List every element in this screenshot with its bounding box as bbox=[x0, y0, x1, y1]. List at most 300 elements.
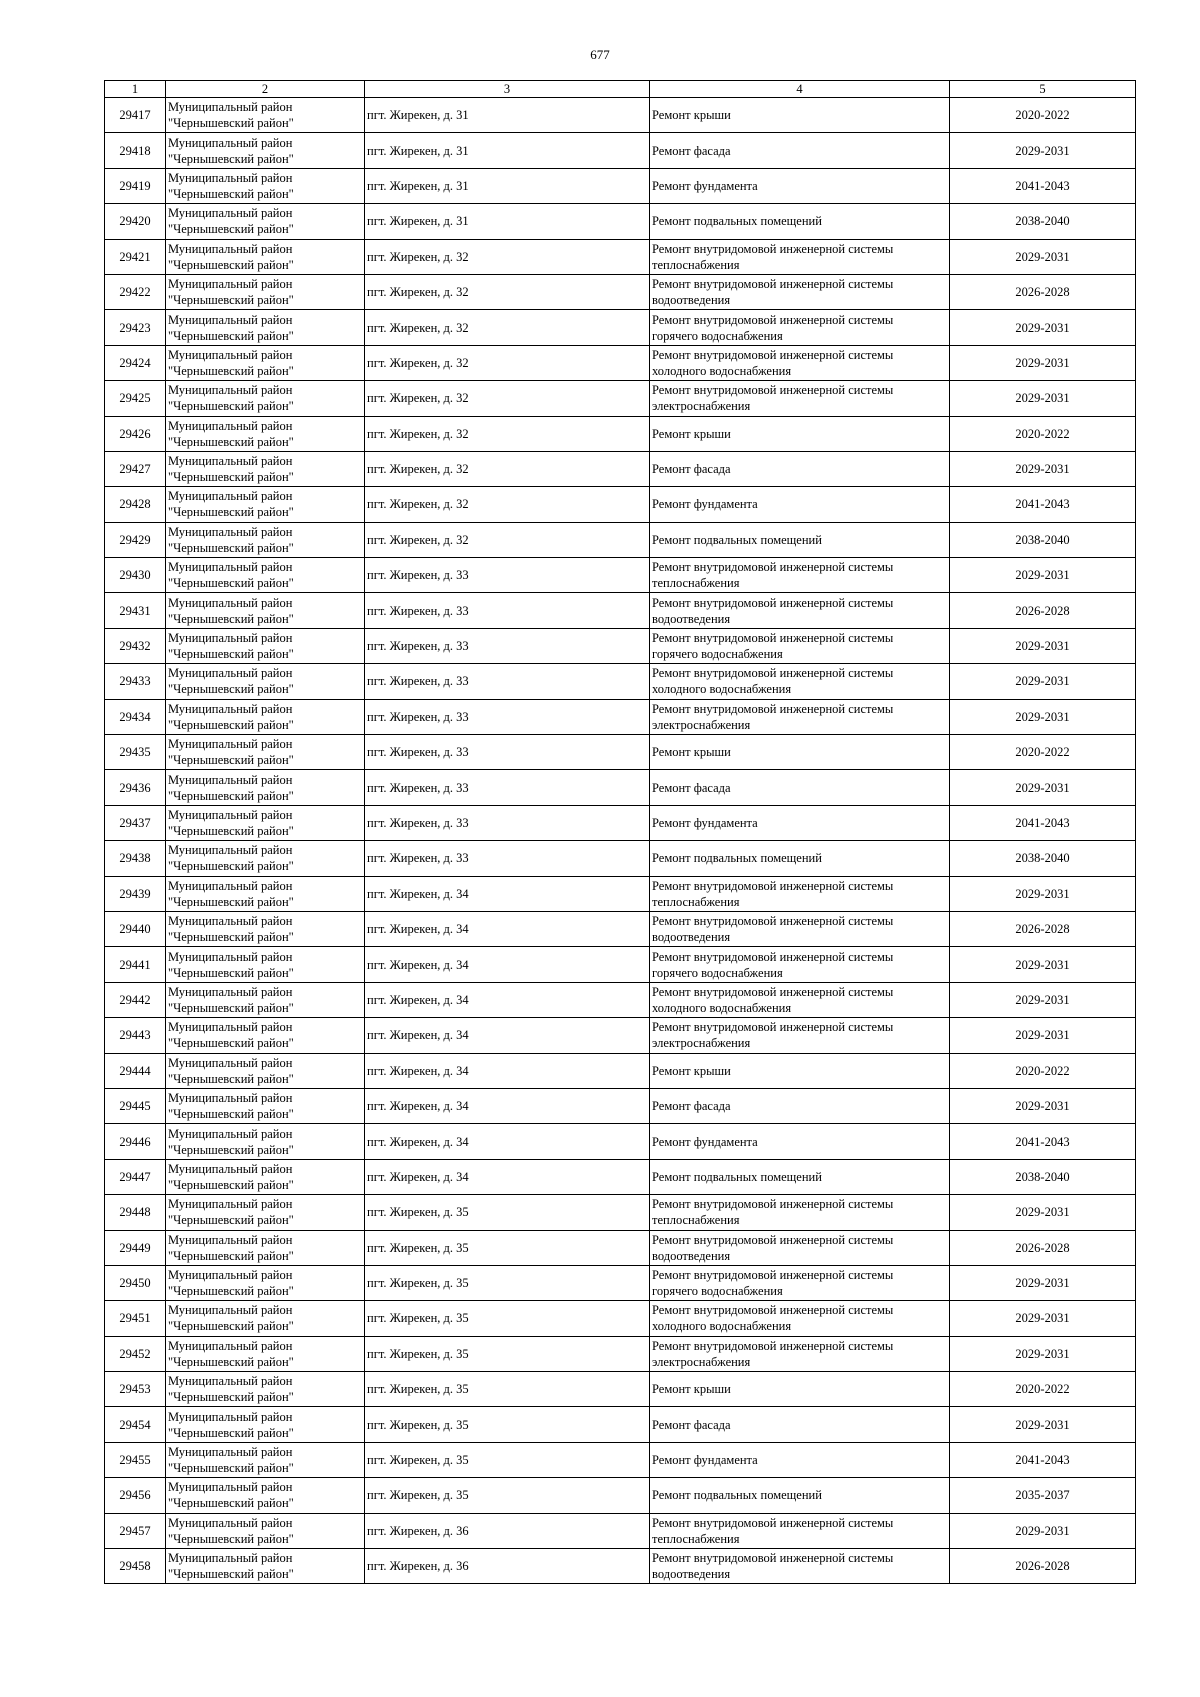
district-line: "Чернышевский район" bbox=[168, 788, 294, 803]
work-type-line: Ремонт фундамента bbox=[652, 1134, 758, 1149]
table-row bbox=[105, 168, 1136, 203]
work-type-line: горячего водоснабжения bbox=[652, 647, 783, 662]
table-row bbox=[105, 98, 1136, 133]
district-line: "Чернышевский район" bbox=[168, 151, 294, 166]
row-number: 29448 bbox=[105, 1195, 166, 1230]
work-type-line: Ремонт внутридомовой инженерной системы bbox=[652, 949, 894, 964]
work-type-line: Ремонт внутридомовой инженерной системы bbox=[652, 595, 894, 610]
work-type-line: Ремонт внутридомовой инженерной системы bbox=[652, 560, 894, 575]
district-line: "Чернышевский район" bbox=[168, 894, 294, 909]
district-cell bbox=[166, 1053, 365, 1088]
district-line: Муниципальный район bbox=[168, 1197, 293, 1212]
district-line: "Чернышевский район" bbox=[168, 540, 294, 555]
row-number: 29438 bbox=[105, 841, 166, 876]
work-type-line: горячего водоснабжения bbox=[652, 1284, 783, 1299]
table-row bbox=[105, 1265, 1136, 1300]
district-line: Муниципальный район bbox=[168, 772, 293, 787]
table-row bbox=[105, 310, 1136, 345]
address-cell: пгт. Жирекен, д. 32 bbox=[365, 239, 650, 274]
district-line: Муниципальный район bbox=[168, 1161, 293, 1176]
district-cell bbox=[166, 1088, 365, 1123]
work-type-line: Ремонт внутридомовой инженерной системы bbox=[652, 984, 894, 999]
work-type-line: Ремонт фундамента bbox=[652, 816, 758, 830]
table-row bbox=[105, 841, 1136, 876]
table-row bbox=[105, 1124, 1136, 1159]
work-type-cell bbox=[650, 522, 950, 557]
period-cell: 2029-2031 bbox=[950, 1301, 1136, 1336]
row-number: 29432 bbox=[105, 628, 166, 663]
table-row bbox=[105, 1230, 1136, 1265]
period-cell: 2029-2031 bbox=[950, 1195, 1136, 1230]
district-line: "Чернышевский район" bbox=[168, 1390, 294, 1405]
table-row bbox=[105, 558, 1136, 593]
table-row bbox=[105, 1018, 1136, 1053]
district-line: Муниципальный район bbox=[168, 949, 293, 964]
work-type-line: теплоснабжения bbox=[652, 894, 740, 909]
row-number: 29430 bbox=[105, 558, 166, 593]
row-number: 29456 bbox=[105, 1478, 166, 1513]
work-type-line: Ремонт фундамента bbox=[652, 1453, 758, 1468]
row-number: 29454 bbox=[105, 1407, 166, 1442]
work-type-cell bbox=[650, 1053, 950, 1088]
address-cell: пгт. Жирекен, д. 33 bbox=[365, 664, 650, 699]
column-header-4: 4 bbox=[650, 81, 950, 98]
period-cell: 2038-2040 bbox=[950, 204, 1136, 239]
address-cell: пгт. Жирекен, д. 31 bbox=[365, 204, 650, 239]
district-line: "Чернышевский район" bbox=[168, 1425, 294, 1440]
period-cell: 2029-2031 bbox=[950, 558, 1136, 593]
table-row bbox=[105, 345, 1136, 380]
work-type-line: водоотведения bbox=[652, 1567, 731, 1582]
district-line: Муниципальный район bbox=[168, 1374, 293, 1389]
work-type-line: Ремонт внутридомовой инженерной системы bbox=[652, 1551, 894, 1566]
work-type-line: электроснабжения bbox=[652, 717, 751, 732]
district-cell bbox=[166, 947, 365, 982]
district-line: "Чернышевский район" bbox=[168, 186, 294, 201]
work-type-line: Ремонт внутридомовой инженерной системы bbox=[652, 878, 894, 893]
row-number: 29451 bbox=[105, 1301, 166, 1336]
period-cell: 2020-2022 bbox=[950, 416, 1136, 451]
column-header-5: 5 bbox=[950, 81, 1136, 98]
row-number: 29445 bbox=[105, 1088, 166, 1123]
table-row bbox=[105, 1407, 1136, 1442]
table-row bbox=[105, 1053, 1136, 1088]
district-line: Муниципальный район bbox=[168, 808, 293, 822]
district-line: "Чернышевский район" bbox=[168, 647, 294, 662]
address-cell: пгт. Жирекен, д. 34 bbox=[365, 1053, 650, 1088]
table-row bbox=[105, 628, 1136, 663]
district-line: Муниципальный район bbox=[168, 914, 293, 929]
work-type-line: Ремонт фасада bbox=[652, 1099, 731, 1114]
district-cell bbox=[166, 1265, 365, 1300]
period-cell: 2029-2031 bbox=[950, 1336, 1136, 1371]
row-number: 29420 bbox=[105, 204, 166, 239]
row-number: 29450 bbox=[105, 1265, 166, 1300]
work-type-cell bbox=[650, 1407, 950, 1442]
table-row bbox=[105, 1513, 1136, 1548]
table-row bbox=[105, 1478, 1136, 1513]
address-cell: пгт. Жирекен, д. 35 bbox=[365, 1372, 650, 1407]
address-cell: пгт. Жирекен, д. 35 bbox=[365, 1195, 650, 1230]
district-cell bbox=[166, 876, 365, 911]
row-number: 29444 bbox=[105, 1053, 166, 1088]
district-cell bbox=[166, 1159, 365, 1194]
district-line: "Чернышевский район" bbox=[168, 116, 294, 131]
row-number: 29457 bbox=[105, 1513, 166, 1548]
work-type-line: Ремонт внутридомовой инженерной системы bbox=[652, 1303, 894, 1318]
work-type-cell bbox=[650, 274, 950, 309]
district-cell bbox=[166, 310, 365, 345]
work-type-line: Ремонт внутридомовой инженерной системы bbox=[652, 1515, 894, 1530]
district-line: "Чернышевский район" bbox=[168, 328, 294, 343]
work-type-cell bbox=[650, 664, 950, 699]
work-type-cell bbox=[650, 1513, 950, 1548]
row-number: 29440 bbox=[105, 911, 166, 946]
address-cell: пгт. Жирекен, д. 32 bbox=[365, 451, 650, 486]
period-cell: 2026-2028 bbox=[950, 1549, 1136, 1584]
district-line: Муниципальный район bbox=[168, 595, 293, 610]
table-row bbox=[105, 1372, 1136, 1407]
period-cell: 2020-2022 bbox=[950, 98, 1136, 133]
work-type-line: Ремонт подвальных помещений bbox=[652, 1169, 822, 1184]
district-line: Муниципальный район bbox=[168, 1338, 293, 1353]
work-type-cell bbox=[650, 735, 950, 770]
address-cell: пгт. Жирекен, д. 36 bbox=[365, 1513, 650, 1548]
district-line: Муниципальный район bbox=[168, 1232, 293, 1247]
table-row bbox=[105, 416, 1136, 451]
address-cell: пгт. Жирекен, д. 32 bbox=[365, 310, 650, 345]
column-header-3: 3 bbox=[365, 81, 650, 98]
address-cell: пгт. Жирекен, д. 33 bbox=[365, 805, 650, 840]
table-row bbox=[105, 522, 1136, 557]
table-row bbox=[105, 770, 1136, 805]
work-type-line: теплоснабжения bbox=[652, 1531, 740, 1546]
period-cell: 2029-2031 bbox=[950, 947, 1136, 982]
row-number: 29449 bbox=[105, 1230, 166, 1265]
district-line: "Чернышевский район" bbox=[168, 859, 294, 874]
district-cell bbox=[166, 204, 365, 239]
district-line: Муниципальный район bbox=[168, 312, 293, 327]
address-cell: пгт. Жирекен, д. 32 bbox=[365, 416, 650, 451]
district-cell bbox=[166, 699, 365, 734]
district-line: "Чернышевский район" bbox=[168, 611, 294, 626]
period-cell: 2029-2031 bbox=[950, 1088, 1136, 1123]
work-type-line: Ремонт внутридомовой инженерной системы bbox=[652, 1020, 894, 1035]
work-type-line: холодного водоснабжения bbox=[652, 1319, 792, 1334]
row-number: 29428 bbox=[105, 487, 166, 522]
district-cell bbox=[166, 841, 365, 876]
work-type-cell bbox=[650, 770, 950, 805]
district-line: "Чернышевский район" bbox=[168, 434, 294, 449]
district-line: Муниципальный район bbox=[168, 666, 293, 681]
district-cell bbox=[166, 1407, 365, 1442]
work-type-line: Ремонт внутридомовой инженерной системы bbox=[652, 312, 894, 327]
period-cell: 2029-2031 bbox=[950, 628, 1136, 663]
district-cell bbox=[166, 168, 365, 203]
table-row bbox=[105, 911, 1136, 946]
row-number: 29423 bbox=[105, 310, 166, 345]
row-number: 29437 bbox=[105, 805, 166, 840]
row-number: 29418 bbox=[105, 133, 166, 168]
work-type-cell bbox=[650, 1230, 950, 1265]
address-cell: пгт. Жирекен, д. 35 bbox=[365, 1478, 650, 1513]
work-type-cell bbox=[650, 133, 950, 168]
row-number: 29425 bbox=[105, 381, 166, 416]
address-cell: пгт. Жирекен, д. 33 bbox=[365, 593, 650, 628]
period-cell: 2029-2031 bbox=[950, 1018, 1136, 1053]
table-row bbox=[105, 982, 1136, 1017]
district-cell bbox=[166, 1478, 365, 1513]
district-line: Муниципальный район bbox=[168, 1020, 293, 1035]
row-number: 29442 bbox=[105, 982, 166, 1017]
column-header-2: 2 bbox=[166, 81, 365, 98]
work-type-cell bbox=[650, 805, 950, 840]
district-line: Муниципальный район bbox=[168, 100, 293, 115]
district-line: "Чернышевский район" bbox=[168, 470, 294, 485]
page-number: 677 bbox=[590, 47, 610, 62]
district-line: "Чернышевский район" bbox=[168, 257, 294, 272]
table-row bbox=[105, 735, 1136, 770]
district-line: "Чернышевский район" bbox=[168, 717, 294, 732]
district-line: Муниципальный район bbox=[168, 1126, 293, 1141]
address-cell: пгт. Жирекен, д. 33 bbox=[365, 770, 650, 805]
address-cell: пгт. Жирекен, д. 32 bbox=[365, 381, 650, 416]
work-type-line: Ремонт подвальных помещений bbox=[652, 1488, 822, 1503]
address-cell: пгт. Жирекен, д. 31 bbox=[365, 133, 650, 168]
district-cell bbox=[166, 1442, 365, 1477]
work-type-line: Ремонт фасада bbox=[652, 462, 731, 477]
work-type-line: Ремонт внутридомовой инженерной системы bbox=[652, 1268, 894, 1283]
row-number: 29427 bbox=[105, 451, 166, 486]
period-cell: 2029-2031 bbox=[950, 664, 1136, 699]
district-cell bbox=[166, 982, 365, 1017]
period-cell: 2029-2031 bbox=[950, 451, 1136, 486]
district-line: Муниципальный район bbox=[168, 418, 293, 433]
district-cell bbox=[166, 911, 365, 946]
work-type-line: Ремонт крыши bbox=[652, 1382, 731, 1397]
work-type-cell bbox=[650, 345, 950, 380]
work-type-line: холодного водоснабжения bbox=[652, 363, 792, 378]
address-cell: пгт. Жирекен, д. 33 bbox=[365, 628, 650, 663]
work-type-line: Ремонт фасада bbox=[652, 143, 731, 158]
table-row bbox=[105, 451, 1136, 486]
table-row bbox=[105, 204, 1136, 239]
district-line: Муниципальный район bbox=[168, 631, 293, 646]
district-line: "Чернышевский район" bbox=[168, 363, 294, 378]
district-cell bbox=[166, 416, 365, 451]
district-line: "Чернышевский район" bbox=[168, 1177, 294, 1192]
district-line: "Чернышевский район" bbox=[168, 399, 294, 414]
district-cell bbox=[166, 1513, 365, 1548]
work-type-line: водоотведения bbox=[652, 611, 731, 626]
work-type-line: Ремонт фасада bbox=[652, 780, 731, 795]
district-line: "Чернышевский район" bbox=[168, 222, 294, 237]
address-cell: пгт. Жирекен, д. 31 bbox=[365, 98, 650, 133]
district-line: Муниципальный район bbox=[168, 135, 293, 150]
address-cell: пгт. Жирекен, д. 35 bbox=[365, 1230, 650, 1265]
address-cell: пгт. Жирекен, д. 34 bbox=[365, 947, 650, 982]
district-line: "Чернышевский район" bbox=[168, 1496, 294, 1511]
column-header-1: 1 bbox=[105, 81, 166, 98]
district-line: Муниципальный район bbox=[168, 170, 293, 185]
address-cell: пгт. Жирекен, д. 35 bbox=[365, 1265, 650, 1300]
district-line: Муниципальный район bbox=[168, 489, 293, 504]
district-line: Муниципальный район bbox=[168, 1091, 293, 1106]
address-cell: пгт. Жирекен, д. 33 bbox=[365, 841, 650, 876]
period-cell: 2026-2028 bbox=[950, 911, 1136, 946]
work-type-line: Ремонт подвальных помещений bbox=[652, 214, 822, 229]
work-type-line: горячего водоснабжения bbox=[652, 965, 783, 980]
period-cell: 2026-2028 bbox=[950, 274, 1136, 309]
address-cell: пгт. Жирекен, д. 34 bbox=[365, 876, 650, 911]
work-type-line: холодного водоснабжения bbox=[652, 682, 792, 697]
address-cell: пгт. Жирекен, д. 34 bbox=[365, 1159, 650, 1194]
address-cell: пгт. Жирекен, д. 32 bbox=[365, 487, 650, 522]
district-line: "Чернышевский район" bbox=[168, 1284, 294, 1299]
work-type-line: Ремонт внутридомовой инженерной системы bbox=[652, 701, 894, 716]
work-type-line: Ремонт крыши bbox=[652, 108, 731, 123]
work-type-line: Ремонт внутридомовой инженерной системы bbox=[652, 631, 894, 646]
district-cell bbox=[166, 1549, 365, 1584]
district-line: Муниципальный район bbox=[168, 1480, 293, 1495]
district-cell bbox=[166, 1336, 365, 1371]
work-type-line: теплоснабжения bbox=[652, 1213, 740, 1228]
period-cell: 2038-2040 bbox=[950, 522, 1136, 557]
work-type-line: Ремонт внутридомовой инженерной системы bbox=[652, 1232, 894, 1247]
period-cell: 2029-2031 bbox=[950, 770, 1136, 805]
row-number: 29446 bbox=[105, 1124, 166, 1159]
period-cell: 2029-2031 bbox=[950, 345, 1136, 380]
repair-schedule-table bbox=[104, 80, 1136, 1584]
row-number: 29458 bbox=[105, 1549, 166, 1584]
work-type-cell bbox=[650, 168, 950, 203]
district-line: "Чернышевский район" bbox=[168, 505, 294, 520]
district-line: Муниципальный район bbox=[168, 277, 293, 292]
district-line: Муниципальный район bbox=[168, 843, 293, 858]
district-line: "Чернышевский район" bbox=[168, 753, 294, 768]
table-row bbox=[105, 1336, 1136, 1371]
row-number: 29433 bbox=[105, 664, 166, 699]
district-line: Муниципальный район bbox=[168, 1303, 293, 1318]
work-type-line: Ремонт внутридомовой инженерной системы bbox=[652, 666, 894, 681]
period-cell: 2029-2031 bbox=[950, 1265, 1136, 1300]
address-cell: пгт. Жирекен, д. 35 bbox=[365, 1336, 650, 1371]
work-type-cell bbox=[650, 841, 950, 876]
table-row bbox=[105, 487, 1136, 522]
address-cell: пгт. Жирекен, д. 36 bbox=[365, 1549, 650, 1584]
district-line: "Чернышевский район" bbox=[168, 1036, 294, 1051]
table-row bbox=[105, 1301, 1136, 1336]
row-number: 29431 bbox=[105, 593, 166, 628]
work-type-line: теплоснабжения bbox=[652, 257, 740, 272]
work-type-cell bbox=[650, 1372, 950, 1407]
work-type-cell bbox=[650, 381, 950, 416]
address-cell: пгт. Жирекен, д. 34 bbox=[365, 1124, 650, 1159]
period-cell: 2038-2040 bbox=[950, 1159, 1136, 1194]
table-body bbox=[105, 98, 1136, 1584]
row-number: 29426 bbox=[105, 416, 166, 451]
district-cell bbox=[166, 1230, 365, 1265]
work-type-line: Ремонт внутридомовой инженерной системы bbox=[652, 277, 894, 292]
table-row bbox=[105, 876, 1136, 911]
district-line: Муниципальный район bbox=[168, 1515, 293, 1530]
work-type-line: электроснабжения bbox=[652, 1354, 751, 1369]
period-cell: 2029-2031 bbox=[950, 876, 1136, 911]
row-number: 29417 bbox=[105, 98, 166, 133]
work-type-cell bbox=[650, 310, 950, 345]
work-type-cell bbox=[650, 593, 950, 628]
district-line: "Чернышевский район" bbox=[168, 293, 294, 308]
district-cell bbox=[166, 522, 365, 557]
district-cell bbox=[166, 805, 365, 840]
work-type-line: Ремонт фасада bbox=[652, 1417, 731, 1432]
district-cell bbox=[166, 1372, 365, 1407]
work-type-cell bbox=[650, 451, 950, 486]
work-type-line: электроснабжения bbox=[652, 399, 751, 414]
work-type-cell bbox=[650, 1478, 950, 1513]
district-line: "Чернышевский район" bbox=[168, 930, 294, 945]
work-type-line: Ремонт фундамента bbox=[652, 178, 758, 193]
district-line: Муниципальный район bbox=[168, 737, 293, 752]
work-type-cell bbox=[650, 628, 950, 663]
district-line: Муниципальный район bbox=[168, 347, 293, 362]
district-line: "Чернышевский район" bbox=[168, 1107, 294, 1122]
district-line: "Чернышевский район" bbox=[168, 1000, 294, 1015]
table-row bbox=[105, 1442, 1136, 1477]
district-line: Муниципальный район bbox=[168, 984, 293, 999]
row-number: 29447 bbox=[105, 1159, 166, 1194]
table-row bbox=[105, 239, 1136, 274]
district-line: "Чернышевский район" bbox=[168, 1071, 294, 1086]
table-row bbox=[105, 593, 1136, 628]
work-type-line: водоотведения bbox=[652, 1248, 731, 1263]
work-type-cell bbox=[650, 699, 950, 734]
period-cell: 2041-2043 bbox=[950, 805, 1136, 840]
district-line: Муниципальный район bbox=[168, 1055, 293, 1070]
work-type-cell bbox=[650, 1301, 950, 1336]
work-type-line: Ремонт внутридомовой инженерной системы bbox=[652, 383, 894, 398]
table-row bbox=[105, 699, 1136, 734]
work-type-line: теплоснабжения bbox=[652, 576, 740, 591]
district-line: "Чернышевский район" bbox=[168, 1567, 294, 1582]
row-number: 29443 bbox=[105, 1018, 166, 1053]
district-cell bbox=[166, 381, 365, 416]
district-line: Муниципальный район bbox=[168, 701, 293, 716]
district-line: Муниципальный район bbox=[168, 878, 293, 893]
district-cell bbox=[166, 487, 365, 522]
address-cell: пгт. Жирекен, д. 33 bbox=[365, 735, 650, 770]
district-line: Муниципальный район bbox=[168, 1409, 293, 1424]
period-cell: 2020-2022 bbox=[950, 1053, 1136, 1088]
address-cell: пгт. Жирекен, д. 35 bbox=[365, 1442, 650, 1477]
work-type-line: Ремонт крыши bbox=[652, 745, 731, 760]
address-cell: пгт. Жирекен, д. 32 bbox=[365, 345, 650, 380]
period-cell: 2041-2043 bbox=[950, 1124, 1136, 1159]
table-row bbox=[105, 1549, 1136, 1584]
work-type-cell bbox=[650, 1018, 950, 1053]
work-type-cell bbox=[650, 1159, 950, 1194]
period-cell: 2041-2043 bbox=[950, 1442, 1136, 1477]
period-cell: 2026-2028 bbox=[950, 593, 1136, 628]
work-type-cell bbox=[650, 1336, 950, 1371]
period-cell: 2029-2031 bbox=[950, 133, 1136, 168]
district-line: Муниципальный район bbox=[168, 1445, 293, 1460]
district-line: "Чернышевский район" bbox=[168, 682, 294, 697]
district-line: "Чернышевский район" bbox=[168, 1461, 294, 1476]
row-number: 29439 bbox=[105, 876, 166, 911]
work-type-line: горячего водоснабжения bbox=[652, 328, 783, 343]
work-type-line: водоотведения bbox=[652, 930, 731, 945]
